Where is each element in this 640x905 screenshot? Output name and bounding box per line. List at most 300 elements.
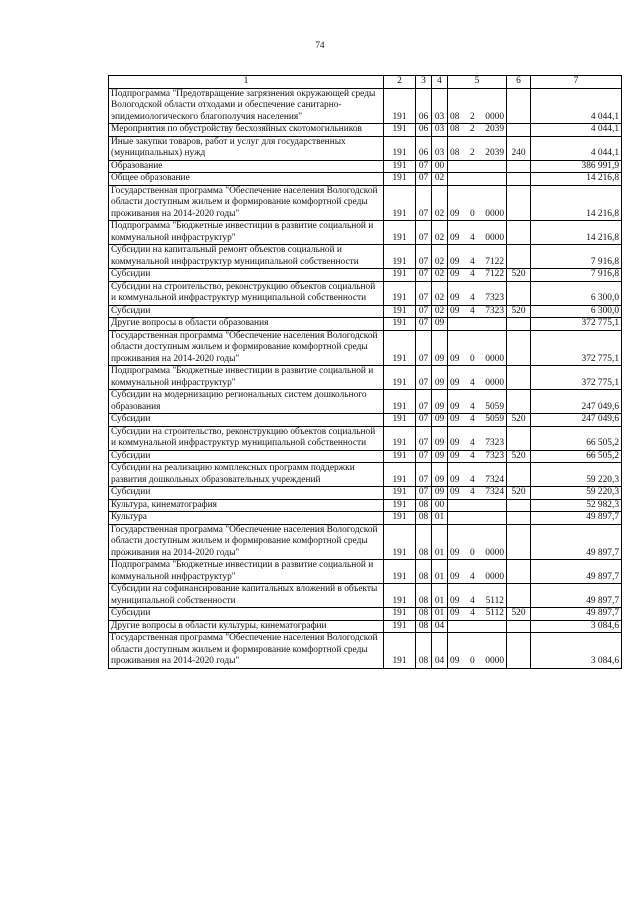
row-expense-type: 520 (507, 414, 531, 427)
row-expense-type (507, 124, 531, 137)
row-section: 06 (416, 124, 432, 137)
row-target-article (448, 185, 507, 221)
row-code: 191 (384, 245, 416, 269)
target-part-3: 0000 (485, 377, 504, 388)
row-target-article (448, 318, 507, 331)
target-part-1: 08 (450, 111, 460, 122)
row-subsection: 02 (432, 245, 448, 269)
row-amount: 3 084,6 (531, 620, 622, 633)
target-part-3: 5059 (485, 401, 504, 412)
row-code: 191 (384, 450, 416, 463)
target-part-1: 09 (450, 414, 460, 424)
row-amount: 7 916,8 (531, 245, 622, 269)
row-expense-type (507, 318, 531, 331)
table-row (109, 221, 622, 245)
row-code: 191 (384, 512, 416, 525)
row-target-article (448, 512, 507, 525)
row-amount: 59 220,3 (531, 487, 622, 500)
row-amount: 49 897,7 (531, 608, 622, 621)
row-expense-type (507, 88, 531, 124)
row-amount: 372 775,1 (531, 318, 622, 331)
row-code: 191 (384, 608, 416, 621)
row-expense-type: 520 (507, 450, 531, 463)
row-target-article (448, 160, 507, 173)
target-part-3: 0000 (485, 232, 504, 243)
row-subsection: 09 (432, 426, 448, 450)
row-subsection: 01 (432, 608, 448, 621)
row-expense-type (507, 633, 531, 669)
row-subsection: 01 (432, 512, 448, 525)
row-name: Государственная программа "Обеспечение населения Вологодской области доступным жильем и формирование комфортной среды проживания на 2014-2020 годы" (109, 633, 384, 669)
row-expense-type (507, 426, 531, 450)
row-code: 191 (384, 318, 416, 331)
table-row (109, 487, 622, 500)
row-amount: 6 300,0 (531, 281, 622, 305)
row-amount: 372 775,1 (531, 366, 622, 390)
column-header: 1 (109, 76, 384, 89)
target-part-3: 7324 (485, 474, 504, 485)
row-target-article (448, 414, 507, 427)
row-section: 07 (416, 173, 432, 186)
table-row (109, 305, 622, 318)
target-part-2: 2 (469, 111, 475, 122)
target-part-2: 4 (469, 450, 475, 461)
target-part-3: 7323 (485, 438, 504, 448)
row-target-article (448, 426, 507, 450)
row-section: 07 (416, 414, 432, 427)
target-part-2: 4 (469, 487, 475, 497)
row-amount: 4 044,1 (531, 136, 622, 160)
row-amount: 3 084,6 (531, 633, 622, 669)
table-row (109, 185, 622, 221)
row-target-article (448, 88, 507, 124)
row-subsection: 02 (432, 185, 448, 221)
target-part-2: 4 (469, 256, 475, 267)
row-target-article (448, 245, 507, 269)
row-section: 07 (416, 463, 432, 487)
target-part-3: 7323 (485, 450, 504, 461)
row-code: 191 (384, 221, 416, 245)
row-name: Государственная программа "Обеспечение населения Вологодской области доступным жильем и формирование комфортной среды проживания на 2014-2020 годы" (109, 185, 384, 221)
target-part-2: 4 (470, 608, 475, 618)
target-part-3: 0000 (485, 656, 504, 666)
target-part-3: 2039 (485, 124, 504, 134)
row-amount: 14 216,8 (531, 221, 622, 245)
row-amount: 247 049,6 (531, 414, 622, 427)
target-part-2: 2 (469, 124, 475, 134)
row-target-article (448, 450, 507, 463)
row-expense-type: 520 (507, 487, 531, 500)
row-amount: 6 300,0 (531, 305, 622, 318)
table-row (109, 633, 622, 669)
row-subsection: 03 (432, 124, 448, 137)
row-expense-type (507, 160, 531, 173)
row-target-article (448, 499, 507, 512)
row-section: 08 (416, 620, 432, 633)
target-part-1: 09 (450, 377, 460, 388)
row-name: Субсидии на строительство, реконструкцию объектов социальной и коммунальной инфраструктур муниципальной собственности (109, 281, 384, 305)
table-row (109, 160, 622, 173)
target-part-2: 0 (469, 656, 475, 666)
row-amount: 14 216,8 (531, 173, 622, 186)
row-amount: 66 505,2 (531, 450, 622, 463)
target-part-3: 0000 (485, 571, 504, 582)
target-part-3: 7323 (485, 293, 504, 303)
target-part-3: 7122 (485, 256, 504, 267)
row-code: 191 (384, 330, 416, 366)
row-amount: 49 897,7 (531, 524, 622, 560)
table-row (109, 173, 622, 186)
row-name: Субсидии (109, 269, 384, 282)
row-amount: 247 049,6 (531, 390, 622, 414)
row-name: Культура, кинематография (109, 499, 384, 512)
row-section: 07 (416, 221, 432, 245)
column-header: 7 (531, 76, 622, 89)
row-name: Иные закупки товаров, работ и услуг для государственных (муниципальных) нужд (109, 136, 384, 160)
row-code: 191 (384, 426, 416, 450)
row-subsection: 09 (432, 366, 448, 390)
row-name: Мероприятия по обустройству бесхозяйных скотомогильников (109, 124, 384, 137)
row-target-article (448, 124, 507, 137)
row-subsection: 03 (432, 88, 448, 124)
target-part-2: 2 (469, 148, 475, 158)
table-row (109, 463, 622, 487)
row-name: Общее образование (109, 173, 384, 186)
row-code: 191 (384, 136, 416, 160)
row-expense-type: 520 (507, 269, 531, 282)
row-expense-type (507, 512, 531, 525)
row-subsection: 01 (432, 524, 448, 560)
row-code: 191 (384, 414, 416, 427)
row-amount: 4 044,1 (531, 88, 622, 124)
row-expense-type (507, 330, 531, 366)
row-name: Другие вопросы в области культуры, кинематографии (109, 620, 384, 633)
target-part-3: 7122 (485, 269, 504, 279)
row-section: 08 (416, 512, 432, 525)
row-expense-type (507, 185, 531, 221)
row-code: 191 (384, 269, 416, 282)
table-header-row (109, 76, 622, 89)
row-subsection: 09 (432, 318, 448, 331)
row-target-article (448, 608, 507, 621)
row-subsection: 02 (432, 221, 448, 245)
row-target-article (448, 524, 507, 560)
row-section: 08 (416, 524, 432, 560)
row-section: 08 (416, 608, 432, 621)
row-target-article (448, 487, 507, 500)
table-row (109, 318, 622, 331)
row-subsection: 00 (432, 160, 448, 173)
target-part-3: 7323 (485, 305, 504, 316)
target-part-3: 5059 (485, 414, 504, 424)
table-row (109, 330, 622, 366)
row-code: 191 (384, 487, 416, 500)
target-part-2: 4 (469, 293, 475, 303)
row-target-article (448, 330, 507, 366)
target-part-3: 0000 (485, 111, 504, 122)
target-part-2: 4 (469, 438, 475, 448)
row-code: 191 (384, 185, 416, 221)
row-code: 191 (384, 124, 416, 137)
row-section: 07 (416, 185, 432, 221)
row-subsection: 00 (432, 499, 448, 512)
row-expense-type (507, 245, 531, 269)
row-name: Субсидии (109, 450, 384, 463)
row-name: Субсидии (109, 608, 384, 621)
target-part-2: 4 (469, 305, 475, 316)
target-part-2: 4 (469, 269, 475, 279)
target-part-1: 09 (450, 571, 460, 582)
row-name: Образование (109, 160, 384, 173)
row-section: 08 (416, 633, 432, 669)
row-expense-type (507, 499, 531, 512)
target-part-1: 09 (450, 293, 460, 303)
target-part-1: 09 (450, 487, 460, 497)
table-row (109, 136, 622, 160)
column-header: 5 (448, 76, 507, 89)
row-code: 191 (384, 305, 416, 318)
row-expense-type (507, 560, 531, 584)
row-amount: 372 775,1 (531, 330, 622, 366)
row-target-article (448, 560, 507, 584)
target-part-3: 5112 (485, 608, 504, 618)
table-row (109, 414, 622, 427)
row-name: Подпрограмма "Бюджетные инвестиции в развитие социальной и коммунальной инфраструктур" (109, 560, 384, 584)
target-part-2: 0 (469, 547, 475, 558)
target-part-2: 4 (469, 401, 475, 412)
column-header: 3 (416, 76, 432, 89)
row-code: 191 (384, 463, 416, 487)
row-subsection: 09 (432, 487, 448, 500)
row-name: Подпрограмма "Бюджетные инвестиции в развитие социальной и коммунальной инфраструктур" (109, 221, 384, 245)
row-target-article (448, 584, 507, 608)
row-code: 191 (384, 584, 416, 608)
row-code: 191 (384, 560, 416, 584)
row-amount: 4 044,1 (531, 124, 622, 137)
row-code: 191 (384, 524, 416, 560)
target-part-1: 09 (450, 269, 460, 279)
target-part-1: 09 (450, 401, 460, 412)
row-target-article (448, 173, 507, 186)
target-part-1: 09 (450, 547, 460, 558)
row-subsection: 02 (432, 281, 448, 305)
row-name: Субсидии на капитальный ремонт объектов социальной и коммунальной инфраструктур муниципальной собственности (109, 245, 384, 269)
row-subsection: 01 (432, 560, 448, 584)
table-row (109, 88, 622, 124)
target-part-2: 4 (469, 377, 475, 388)
table-row (109, 124, 622, 137)
row-amount: 14 216,8 (531, 185, 622, 221)
row-name: Субсидии на строительство, реконструкцию объектов социальной и коммунальной инфраструктур муниципальной собственности (109, 426, 384, 450)
row-name: Подпрограмма "Бюджетные инвестиции в развитие социальной и коммунальной инфраструктур" (109, 366, 384, 390)
row-subsection: 01 (432, 584, 448, 608)
row-expense-type: 520 (507, 608, 531, 621)
row-subsection: 02 (432, 269, 448, 282)
row-name: Субсидии на модернизацию региональных систем дошкольного образования (109, 390, 384, 414)
target-part-3: 0000 (485, 208, 504, 219)
row-target-article (448, 281, 507, 305)
row-name: Подпрограмма "Предотвращение загрязнения окружающей среды Вологодской области отходами и обеспечение санитарно-эпидемиологического благополучия населения" (109, 88, 384, 124)
row-target-article (448, 633, 507, 669)
target-part-3: 2039 (485, 148, 504, 158)
row-section: 06 (416, 88, 432, 124)
row-name: Культура (109, 512, 384, 525)
target-part-1: 09 (450, 208, 460, 219)
row-subsection: 09 (432, 450, 448, 463)
target-part-3: 5112 (485, 595, 504, 606)
row-target-article (448, 305, 507, 318)
row-name: Государственная программа "Обеспечение населения Вологодской области доступным жильем и формирование комфортной среды проживания на 2014-2020 годы" (109, 524, 384, 560)
row-expense-type (507, 620, 531, 633)
row-code: 191 (384, 390, 416, 414)
table-row (109, 524, 622, 560)
row-name: Государственная программа "Обеспечение населения Вологодской области доступным жильем и формирование комфортной среды проживания на 2014-2020 годы" (109, 330, 384, 366)
row-section: 08 (416, 499, 432, 512)
table-row (109, 245, 622, 269)
row-amount: 52 982,3 (531, 499, 622, 512)
row-expense-type (507, 366, 531, 390)
target-part-1: 09 (450, 305, 460, 316)
row-code: 191 (384, 633, 416, 669)
target-part-1: 09 (450, 450, 460, 461)
row-expense-type (507, 221, 531, 245)
table-row (109, 608, 622, 621)
target-part-1: 09 (450, 256, 460, 267)
row-subsection: 09 (432, 463, 448, 487)
row-code: 191 (384, 366, 416, 390)
row-expense-type: 240 (507, 136, 531, 160)
target-part-2: 0 (469, 353, 475, 364)
column-header: 6 (507, 76, 531, 89)
budget-table (108, 75, 622, 669)
row-subsection: 09 (432, 330, 448, 366)
row-section: 07 (416, 390, 432, 414)
row-name: Субсидии на реализацию комплексных программ поддержки развития дошкольных образовательных учреждений (109, 463, 384, 487)
row-target-article (448, 620, 507, 633)
row-amount: 49 897,7 (531, 584, 622, 608)
row-expense-type: 520 (507, 305, 531, 318)
row-section: 07 (416, 281, 432, 305)
row-section: 08 (416, 584, 432, 608)
target-part-2: 4 (469, 571, 475, 582)
table-row (109, 269, 622, 282)
row-section: 07 (416, 160, 432, 173)
row-subsection: 04 (432, 633, 448, 669)
row-amount: 66 505,2 (531, 426, 622, 450)
row-section: 07 (416, 318, 432, 331)
target-part-1: 09 (450, 608, 460, 618)
target-part-1: 09 (450, 656, 460, 666)
row-section: 08 (416, 560, 432, 584)
table-row (109, 281, 622, 305)
row-amount: 59 220,3 (531, 463, 622, 487)
row-code: 191 (384, 160, 416, 173)
row-code: 191 (384, 173, 416, 186)
table-row (109, 450, 622, 463)
row-target-article (448, 136, 507, 160)
row-name: Другие вопросы в области образования (109, 318, 384, 331)
column-header: 2 (384, 76, 416, 89)
table-row (109, 366, 622, 390)
target-part-3: 0000 (485, 547, 504, 558)
row-code: 191 (384, 88, 416, 124)
table-row (109, 620, 622, 633)
row-target-article (448, 463, 507, 487)
row-amount: 7 916,8 (531, 269, 622, 282)
table-row (109, 560, 622, 584)
row-name: Субсидии (109, 414, 384, 427)
row-code: 191 (384, 620, 416, 633)
row-section: 07 (416, 450, 432, 463)
row-expense-type (507, 524, 531, 560)
row-section: 07 (416, 269, 432, 282)
row-name: Субсидии (109, 305, 384, 318)
row-subsection: 02 (432, 305, 448, 318)
table-row (109, 512, 622, 525)
row-section: 07 (416, 330, 432, 366)
row-target-article (448, 221, 507, 245)
row-expense-type (507, 390, 531, 414)
target-part-1: 08 (450, 124, 460, 134)
row-target-article (448, 366, 507, 390)
table-row (109, 390, 622, 414)
row-amount: 49 897,7 (531, 560, 622, 584)
table-row (109, 499, 622, 512)
row-subsection: 09 (432, 414, 448, 427)
target-part-2: 4 (469, 474, 475, 485)
row-section: 07 (416, 245, 432, 269)
row-target-article (448, 269, 507, 282)
row-expense-type (507, 281, 531, 305)
row-expense-type (507, 584, 531, 608)
row-subsection: 09 (432, 390, 448, 414)
target-part-1: 09 (450, 595, 460, 606)
table-row (109, 584, 622, 608)
row-amount: 49 897,7 (531, 512, 622, 525)
row-subsection: 03 (432, 136, 448, 160)
target-part-1: 08 (450, 148, 460, 158)
column-header: 4 (432, 76, 448, 89)
row-code: 191 (384, 499, 416, 512)
target-part-1: 09 (450, 232, 460, 243)
row-subsection: 02 (432, 173, 448, 186)
target-part-1: 09 (450, 474, 460, 485)
row-section: 07 (416, 305, 432, 318)
row-name: Субсидии (109, 487, 384, 500)
target-part-1: 09 (450, 438, 460, 448)
target-part-2: 4 (469, 232, 475, 243)
row-amount: 386 991,9 (531, 160, 622, 173)
target-part-2: 0 (469, 208, 475, 219)
row-section: 06 (416, 136, 432, 160)
target-part-2: 4 (470, 595, 475, 606)
table-row (109, 426, 622, 450)
row-target-article (448, 390, 507, 414)
target-part-2: 4 (469, 414, 475, 424)
row-section: 07 (416, 487, 432, 500)
row-subsection: 04 (432, 620, 448, 633)
row-expense-type (507, 463, 531, 487)
row-code: 191 (384, 281, 416, 305)
target-part-3: 7324 (485, 487, 504, 497)
page-number: 74 (315, 40, 325, 50)
target-part-1: 09 (450, 353, 460, 364)
row-section: 07 (416, 426, 432, 450)
row-name: Субсидии на софинансирование капитальных вложений в объекты муниципальной собственности (109, 584, 384, 608)
target-part-3: 0000 (485, 353, 504, 364)
row-section: 07 (416, 366, 432, 390)
row-expense-type (507, 173, 531, 186)
